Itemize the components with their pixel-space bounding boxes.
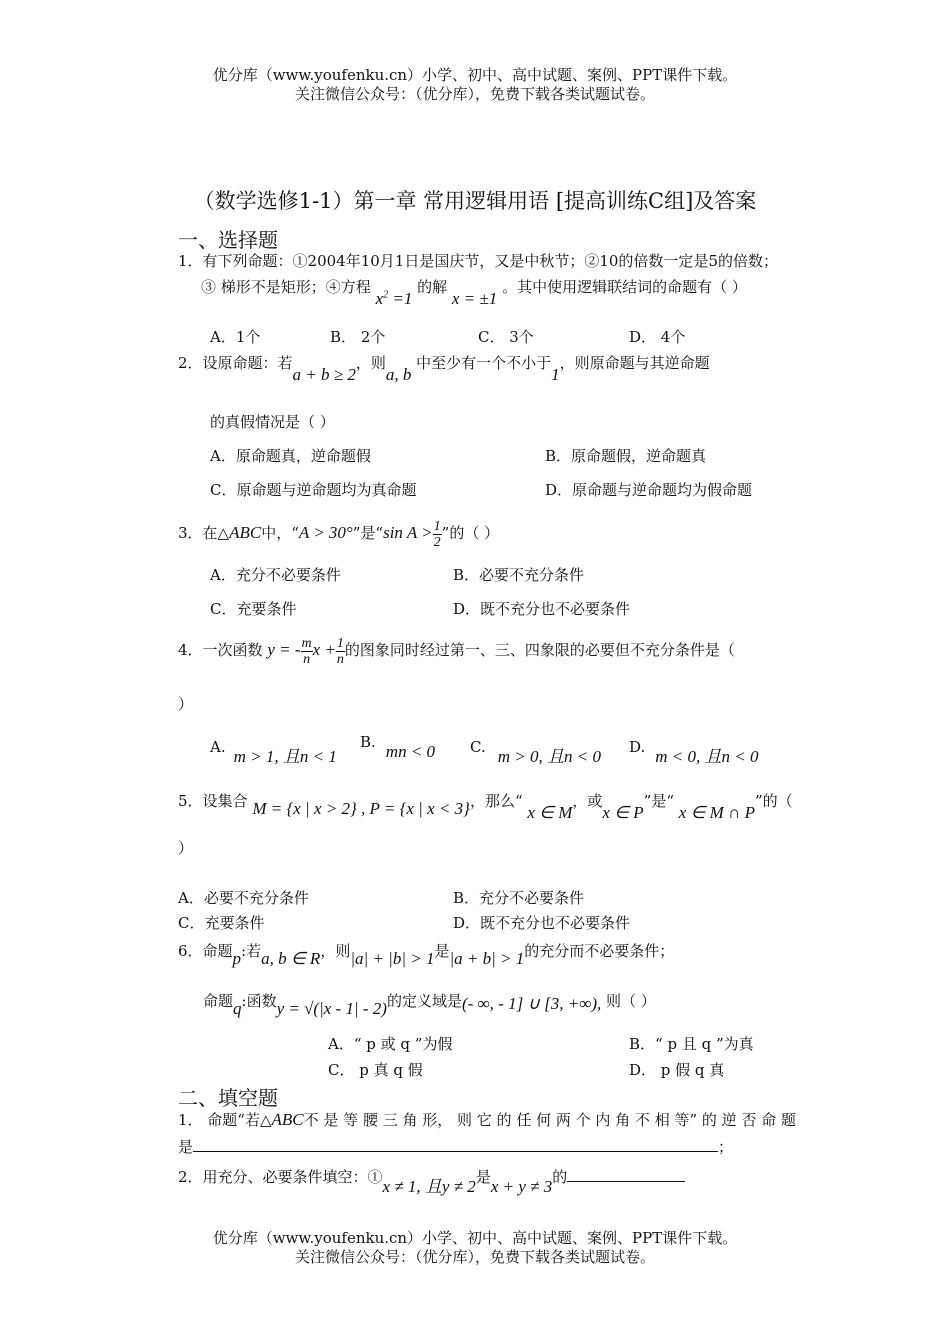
- q6-option-b: B．“ p 且 q ”为真: [629, 1035, 754, 1053]
- q5-x-in-m: x ∈ M: [527, 803, 573, 822]
- q4-option-b-value: mn < 0: [385, 742, 436, 761]
- f2-condition-2: x + y ≠ 3: [490, 1177, 553, 1196]
- q3-text-4: ”的（ ）: [441, 524, 500, 542]
- question-3: [178, 518, 499, 550]
- q5-sets: M = {x | x > 2} , P = {x | x < 3}: [252, 799, 470, 818]
- q2-option-d: D．原命题与逆命题均为假命题: [545, 481, 753, 499]
- q1-option-d: D． 4个: [629, 328, 686, 346]
- q4-equation-y: y = -: [267, 640, 301, 659]
- question-4-line-1: [178, 633, 735, 667]
- q6-abs-of-sum: |a + b| > 1: [449, 949, 525, 968]
- f1-answer-blank[interactable]: [193, 1137, 718, 1152]
- q6-text-9: 则（ ）: [606, 992, 656, 1010]
- footer-line-2: 关注微信公众号：（优分库），免费下载各类试题试卷。: [294, 1248, 655, 1266]
- q3-option-b: B．必要不充分条件: [453, 566, 585, 584]
- q5-option-a: A．必要不充分条件: [178, 889, 309, 907]
- q6-domain: (- ∞, - 1] ∪ [3, +∞),: [461, 994, 602, 1013]
- q2-option-a: A．原命题真，逆命题假: [210, 447, 371, 465]
- q2-text-1: 2．设原命题：若: [178, 354, 293, 372]
- q1-text-3: 。其中使用逻辑联结词的命题有（ ）: [502, 278, 747, 296]
- q4-text-2: 的图象同时经过第一、三、四象限的必要但不充分条件是（: [344, 641, 735, 659]
- question-5-line-1: [178, 790, 793, 822]
- q5-x-in-p: x ∈ P: [602, 803, 644, 822]
- f1-text-4: ；: [718, 1138, 734, 1156]
- q2-equation-one: 1: [551, 365, 560, 384]
- q4-fraction-m-n: $\frac{m}{n}$: [301, 635, 312, 667]
- question-1-line-2: [201, 276, 747, 308]
- q1-text-2: 的解: [417, 278, 448, 296]
- header-line-1: 优分库（www.youfenku.cn）小学、初中、高中试题、案例、PPT课件下载。: [212, 66, 738, 84]
- q6-abs-sum: |a| + |b| > 1: [350, 949, 435, 968]
- fill-1-line-1: [178, 1109, 796, 1130]
- q3-option-c: C．充要条件: [210, 600, 297, 618]
- question-6-line-1: [178, 940, 675, 968]
- q4-text-1: 4．一次函数: [178, 641, 263, 659]
- q4-fraction-1-n: $\frac{1}{n}$: [336, 635, 344, 667]
- q4-option-a-label: A.: [210, 738, 226, 756]
- q4-option-c-label: C.: [470, 738, 486, 756]
- q6-text-1: 6．命题: [178, 942, 233, 960]
- q2-equation-sum: a + b ≥ 2: [292, 365, 356, 384]
- q3-sine-condition: sin A >: [383, 523, 433, 542]
- f1-text-1: 1． 命题“若△: [178, 1111, 272, 1129]
- q3-option-a: A．充分不必要条件: [210, 566, 341, 584]
- q3-text-2: 中，“: [261, 524, 299, 542]
- q1-equation-solution: x = ±1: [451, 289, 498, 308]
- q4-option-a-value: m > 1, 且n < 1: [233, 747, 337, 766]
- q5-text-5: ”的（: [754, 792, 793, 810]
- question-1-line-1: 1．有下列命题：①2004年10月1日是国庆节，又是中秋节；②10的倍数一定是5的倍数；: [178, 252, 778, 270]
- q6-text-7: :函数: [241, 992, 277, 1010]
- q3-fraction-half: $\frac{1}{2}$: [433, 518, 441, 550]
- q2-equation-ab: a, b: [385, 365, 412, 384]
- section-heading-choice: 一、选择题: [178, 228, 278, 252]
- q3-triangle-abc: ABC: [229, 523, 262, 542]
- q5-option-b: B．充分不必要条件: [453, 889, 585, 907]
- q2-option-c: C．原命题与逆命题均为真命题: [210, 481, 417, 499]
- q1-option-c: C． 3个: [478, 328, 534, 346]
- fill-2: [178, 1162, 685, 1196]
- q5-option-d: D．既不充分也不必要条件: [453, 914, 631, 932]
- q6-text-4: 是: [434, 942, 450, 960]
- q6-text-5: 的充分而不必要条件；: [524, 942, 675, 960]
- q3-text-1: 3．在△: [178, 524, 230, 542]
- f1-text-2: 不 是 等 腰 三 角 形， 则 它 的 任 何 两 个 内 角 不 相 等” 的 逆 否 命 题: [303, 1111, 796, 1129]
- question-5-line-2: ）: [178, 839, 194, 857]
- section-heading-fill: 二、填空题: [178, 1086, 278, 1110]
- q2-text-3: 中至少有一个不小于: [416, 354, 552, 372]
- f1-text-3: 是: [178, 1138, 194, 1156]
- q3-text-3: ”是“: [352, 524, 384, 542]
- f2-text-2: 是: [475, 1168, 491, 1186]
- q1-option-b: B． 2个: [330, 328, 386, 346]
- question-4-line-2: ）: [178, 695, 194, 713]
- q6-text-6: 命题: [203, 992, 234, 1010]
- f2-text-3: 的: [552, 1168, 568, 1186]
- q6-function: y = √(|x - 1| - 2): [276, 999, 387, 1018]
- q1-equation-x2: $x^2 =1$: [375, 289, 413, 308]
- q1-text: ③ 梯形不是矩形；④方程: [201, 278, 371, 296]
- f2-condition-1: x ≠ 1, 且y ≠ 2: [382, 1177, 476, 1196]
- q5-text-2: ，那么“: [469, 792, 523, 810]
- q4-option-c-value: m > 0, 且n < 0: [497, 747, 601, 766]
- q4-option-b-label: B.: [360, 733, 376, 751]
- footer-line-1: 优分库（www.youfenku.cn）小学、初中、高中试题、案例、PPT课件下载。: [212, 1229, 738, 1247]
- question-2-line-1: [178, 352, 710, 384]
- q5-text-4: ”是“: [643, 792, 675, 810]
- q3-angle-condition: A > 30°: [298, 523, 353, 542]
- q6-option-c: C． p 真 q 假: [328, 1061, 423, 1079]
- q6-ab-real: a, b ∈ R: [261, 949, 321, 968]
- f2-text-1: 2．用充分、必要条件填空：①: [178, 1168, 383, 1186]
- q5-text-1: 5．设集合: [178, 792, 248, 810]
- question-6-line-2: [203, 990, 656, 1018]
- q6-text-8: 的定义域是: [386, 992, 462, 1010]
- q6-text-3: ，则: [320, 942, 351, 960]
- q5-text-3: ，或: [572, 792, 603, 810]
- q4-option-a: [210, 732, 337, 766]
- f2-answer-blank[interactable]: [567, 1167, 685, 1182]
- q4-option-b: [360, 732, 436, 761]
- q3-option-d: D．既不充分也不必要条件: [453, 600, 631, 618]
- q5-x-in-intersection: x ∈ M ∩ P: [678, 803, 755, 822]
- q4-option-d: [629, 732, 759, 766]
- f1-triangle-abc: ABC: [271, 1110, 304, 1129]
- q5-option-c: C．充要条件: [178, 914, 265, 932]
- page-title: （数学选修1-1）第一章 常用逻辑用语 [提高训练C组]及答案: [193, 189, 757, 213]
- q6-option-d: D． p 假 q 真: [629, 1061, 725, 1079]
- question-2-line-2: 的真假情况是（ ）: [210, 413, 335, 431]
- q4-equation-x: x +: [312, 640, 336, 659]
- q4-option-c: [470, 732, 601, 766]
- header-line-2: 关注微信公众号：（优分库），免费下载各类试题试卷。: [294, 85, 655, 103]
- q6-q: q: [233, 999, 242, 1018]
- q2-option-b: B．原命题假，逆命题真: [545, 447, 707, 465]
- q1-option-a: A．1个: [210, 328, 261, 346]
- q4-option-d-value: m < 0, 且n < 0: [655, 747, 759, 766]
- fill-1-line-2: [178, 1136, 733, 1157]
- q2-text-2: ，则: [355, 354, 386, 372]
- q4-option-d-label: D.: [629, 738, 646, 756]
- q6-text-2: :若: [241, 942, 262, 960]
- q6-p: p: [232, 949, 242, 968]
- q6-option-a: A．“ p 或 q ”为假: [328, 1035, 453, 1053]
- q2-text-4: ，则原命题与其逆命题: [559, 354, 710, 372]
